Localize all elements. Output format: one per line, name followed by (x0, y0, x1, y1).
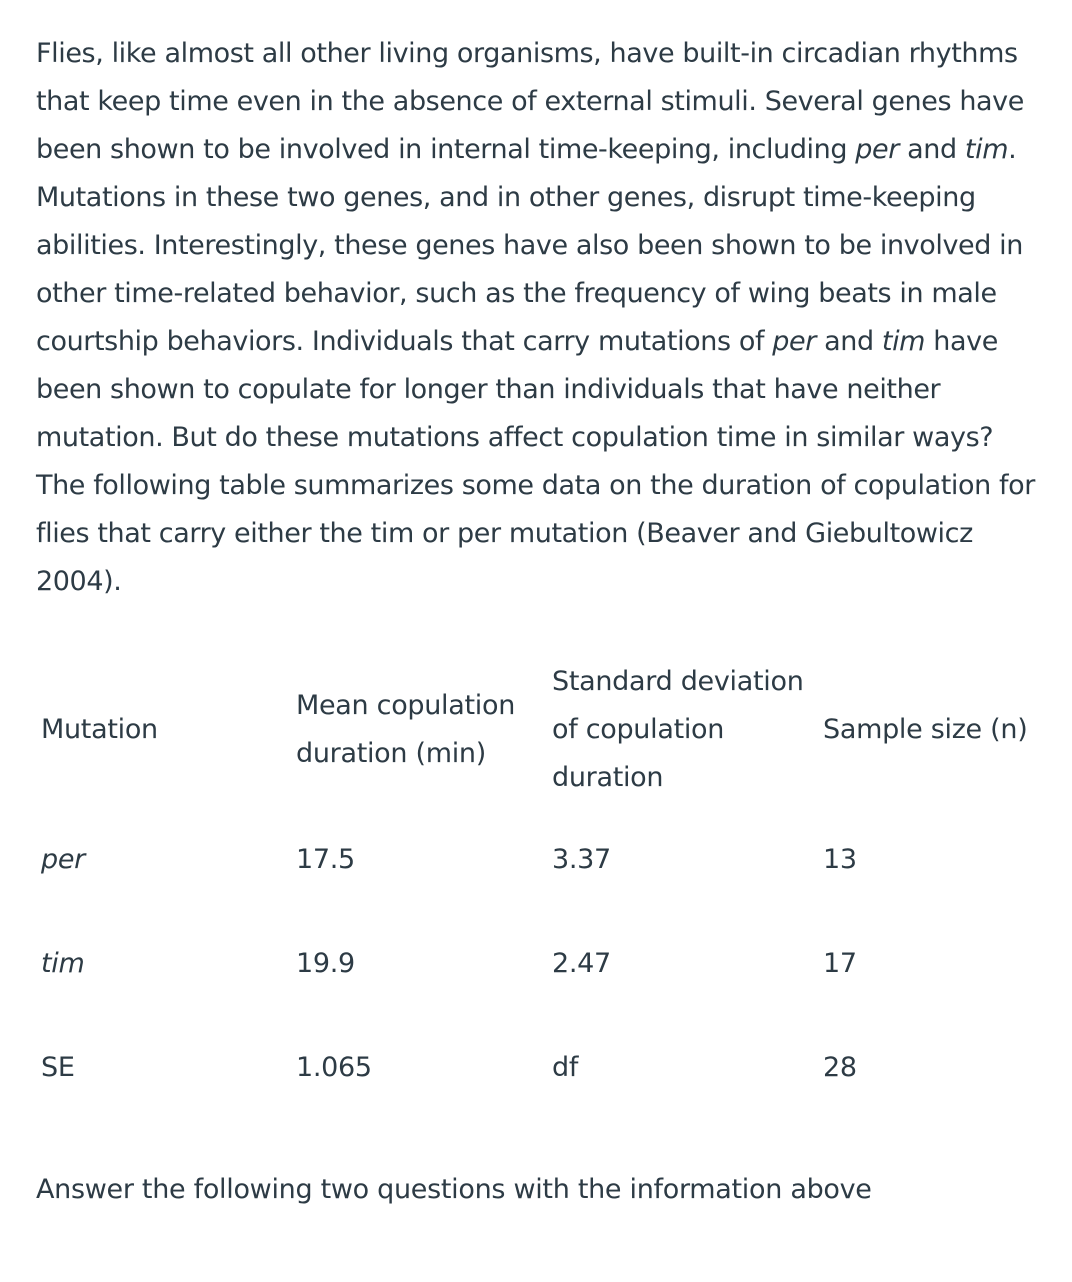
cell-mean: 17.5 (296, 844, 355, 875)
intro-text-5: have been shown to copulate for longer than individuals that have neither mutation. But do these mutations affect copulation time in similar ways? The following table summarizes some data on the duration of copulation for flies that carry either the tim or per mutation (Beaver and Giebultowicz 2004). (36, 326, 1035, 597)
cell-mean: 19.9 (296, 948, 355, 979)
cell-mutation: per (41, 844, 85, 875)
cell-df-value: 28 (823, 1052, 857, 1083)
intro-text-4: and (815, 326, 882, 357)
cell-se-value: 1.065 (296, 1052, 372, 1083)
gene-tim-term: tim (964, 134, 1009, 165)
copulation-data-table (36, 652, 1043, 1120)
intro-paragraph (36, 30, 1046, 606)
header-mean-duration: Mean copulation duration (min) (296, 690, 516, 769)
intro-text-1: Flies, like almost all other living organisms, have built-in circadian rhythms that keep time even in the absence of external stimuli. Several genes have been shown to be involved in internal time-keeping, including (36, 38, 1024, 165)
header-mutation: Mutation (41, 714, 158, 745)
cell-mutation: tim (41, 948, 85, 979)
header-sample-size: Sample size (n) (823, 714, 1028, 745)
table-row (36, 808, 1043, 912)
gene-per-term-2: per (772, 326, 816, 357)
cell-se-label: SE (41, 1052, 75, 1083)
table-row (36, 1016, 1043, 1120)
cell-n: 13 (823, 844, 857, 875)
cell-sd: 3.37 (552, 844, 611, 875)
cell-df-label: df (552, 1052, 579, 1083)
intro-text-3: . Mutations in these two genes, and in other genes, disrupt time-keeping abilities. Interestingly, these genes have also been shown to be involved in other time-related behavior, such as the frequency of wing beats in male courtship behaviors. Individuals that carry mutations of (36, 134, 1023, 357)
header-std-deviation: Standard deviation of copulation duration (552, 666, 804, 793)
question-prompt: Answer the following two questions with the information above (36, 1174, 872, 1205)
cell-sd: 2.47 (552, 948, 611, 979)
gene-per-term: per (855, 134, 899, 165)
intro-text-2: and (898, 134, 965, 165)
table-row (36, 912, 1043, 1016)
table-header-row (36, 652, 1043, 808)
cell-n: 17 (823, 948, 857, 979)
gene-tim-term-2: tim (881, 326, 926, 357)
